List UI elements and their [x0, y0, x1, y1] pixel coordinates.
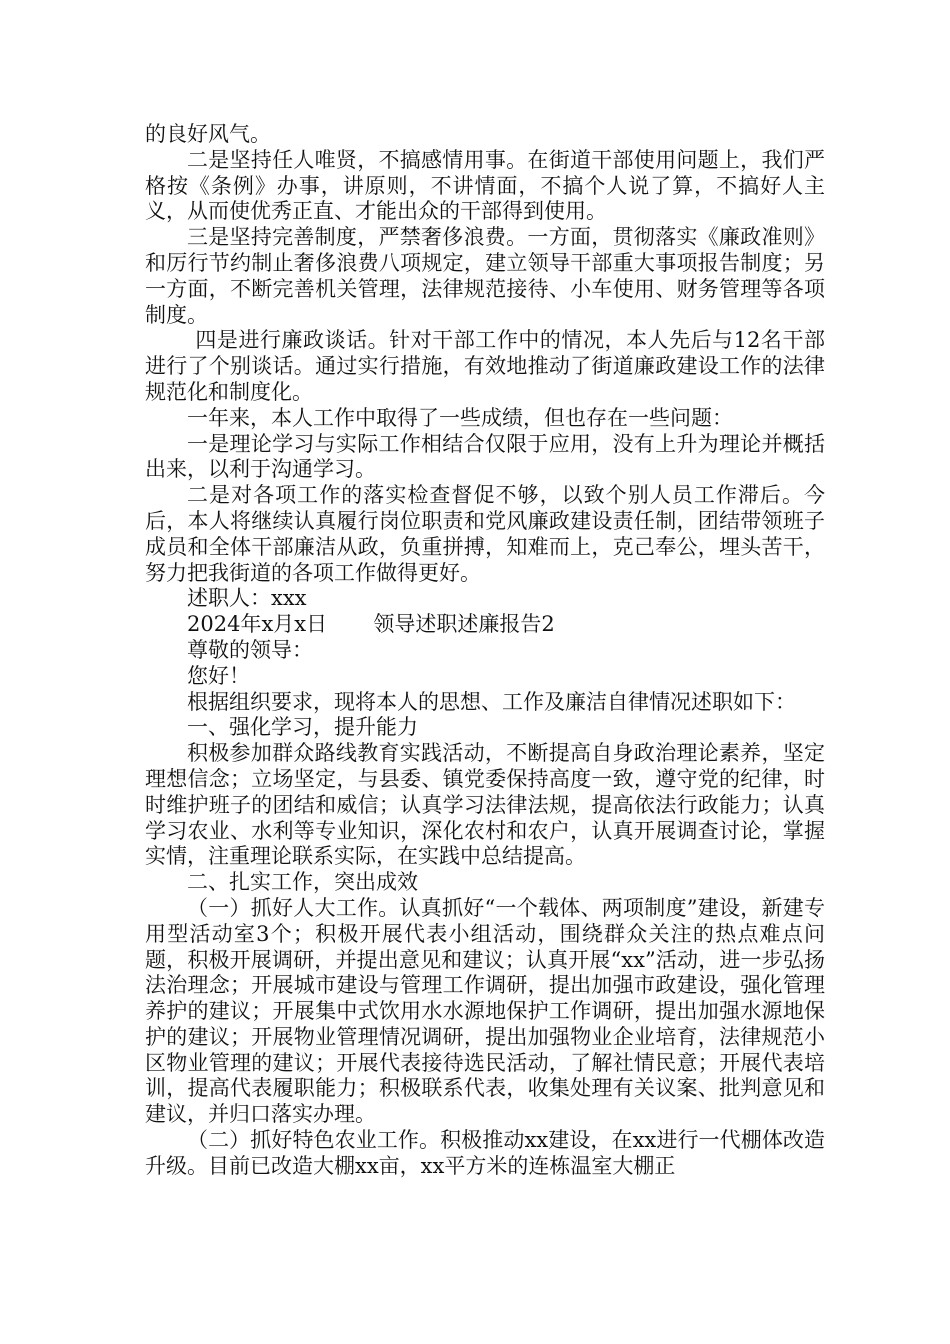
paragraph-7: 二是对各项工作的落实检查督促不够，以致个别人员工作滞后。今后，本人将继续认真履行岗位职责和党风廉政建设责任制，团结带领班子成员和全体干部廉洁从政，负重拼搏，知难而上，克己奉公，埋头苦干，努力把我街道的各项工作做得更好。 — [145, 483, 825, 585]
paragraph-5: 一年来，本人工作中取得了一些成绩，但也存在一些问题： — [187, 405, 733, 430]
section-heading-1: 一、强化学习，提升能力 — [187, 715, 418, 740]
report-date: 2024年x月x日 — [187, 612, 328, 637]
paragraph-study: 积极参加群众路线教育实践活动，不断提高自身政治理论素养，坚定理想信念；立场坚定，与县委、镇党委保持高度一致，遵守党的纪律，时时维护班子的团结和威信；认真学习法律法规，提高依法行政能力；认真学习农业、水利等专业知识，深化农村和农户，认真开展调查讨论，掌握实情，注重理论联系实际，在实践中总结提高。 — [145, 741, 825, 869]
date-line — [145, 612, 825, 638]
greeting: 您好！ — [187, 663, 250, 688]
paragraph-2: 二是坚持任人唯贤，不搞感情用事。在街道干部使用问题上，我们严格按《条例》办事，讲原则，不讲情面，不搞个人说了算，不搞好人主义，从而使优秀正直、才能出众的干部得到使用。 — [145, 147, 825, 224]
signature-line: 述职人：xxx — [187, 586, 307, 611]
paragraph-intro: 根据组织要求，现将本人的思想、工作及廉洁自律情况述职如下： — [187, 689, 796, 714]
paragraph-npc-work: （一）抓好人大工作。认真抓好“一个载体、两项制度”建设，新建专用型活动室3个；积极开展代表小组活动，围绕群众关注的热点难点问题，积极开展调研，并提出意见和建议；认真开展“xx”活动，进一步弘扬法治理念；开展城市建设与管理工作调研，提出加强市政建设，强化管理养护的建议；开展集中式饮用水水源地保护工作调研，提出加强水源地保护的建议；开展物业管理情况调研，提出加强物业企业培育，法律规范小区物业管理的建议；开展代表接待选民活动，了解社情民意；开展代表培训，提高代表履职能力；积极联系代表，收集处理有关议案、批判意见和建议，并归口落实办理。 — [145, 895, 825, 1127]
report-title: 领导述职述廉报告2 — [373, 612, 555, 637]
document-body — [145, 122, 825, 1180]
paragraph-6: 一是理论学习与实际工作相结合仅限于应用，没有上升为理论并概括出来，以利于沟通学习。 — [145, 431, 825, 482]
paragraph-agriculture: （二）抓好特色农业工作。积极推动xx建设，在xx进行一代棚体改造升级。目前已改造大棚xx亩，xx平方米的连栋温室大棚正 — [145, 1128, 825, 1178]
paragraph-1: 的良好风气。 — [145, 122, 271, 146]
paragraph-3: 三是坚持完善制度，严禁奢侈浪费。一方面，贯彻落实《廉政准则》和厉行节约制止奢侈浪费八项规定，建立领导干部重大事项报告制度；另一方面，不断完善机关管理，法律规范接待、小车使用、财务管理等各项制度。 — [145, 225, 825, 327]
section-heading-2: 二、扎实工作，突出成效 — [187, 870, 418, 895]
paragraph-4: 四是进行廉政谈话。针对干部工作中的情况，本人先后与12名干部进行了个别谈话。通过实行措施，有效地推动了街道廉政建设工作的法律规范化和制度化。 — [145, 328, 825, 404]
salutation: 尊敬的领导： — [187, 637, 313, 662]
